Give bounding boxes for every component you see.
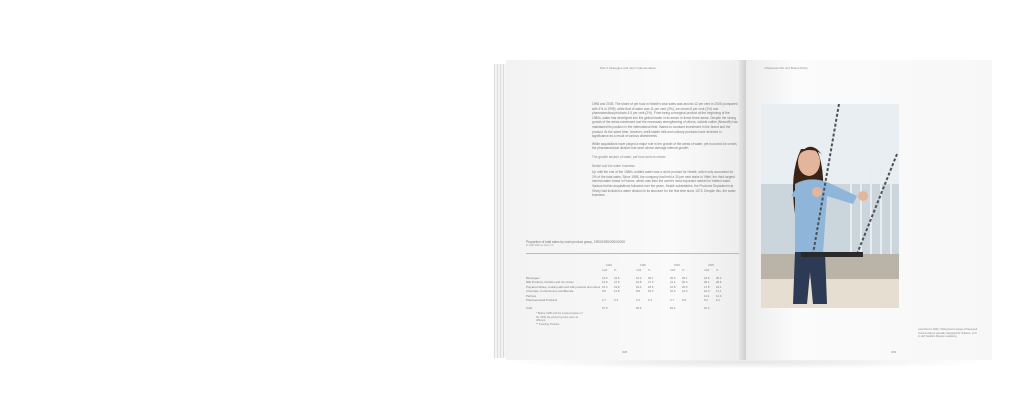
col-label: CHF [704, 269, 710, 272]
row-label: Prepared dishes, cooking aids and milk products and others [526, 284, 601, 289]
table-cell: 24.6 [614, 276, 620, 280]
table-cell: 28.8 [716, 280, 722, 285]
table-cell: 16.8 [670, 284, 676, 289]
col-label: % [716, 269, 719, 272]
open-book [494, 60, 992, 360]
subhead: The growth sectors of water, pet food and ice cream [592, 154, 666, 159]
photo-girl-on-swing [761, 104, 899, 308]
table-cell: 26.3 [716, 276, 722, 280]
swing-photo-illustration [761, 104, 899, 308]
table-header [526, 264, 742, 276]
row-label: Chocolate, Confectionery and Biscuits [526, 289, 574, 294]
left-body-text [592, 102, 738, 201]
sales-table [526, 240, 742, 311]
table-cell: 2.6 [636, 297, 640, 302]
table-row [526, 298, 742, 302]
table-rule [526, 253, 742, 254]
table-notes [536, 312, 586, 326]
table-cell: 12.3 [716, 293, 722, 298]
table-cell: 19.1 [716, 284, 722, 289]
table-cell: 6.2 [716, 297, 720, 302]
table-body [526, 276, 742, 311]
row-label: PetCare [526, 293, 537, 298]
table-cell: 16.4 [636, 276, 642, 280]
left-page [506, 60, 746, 360]
photo-caption: Launched in 2000, Vittel joined a range of flavoured mineral waters specially designed for children, to fit in with Nestlé's lifestyle marketing [918, 328, 978, 339]
table-cell: 3.3 [614, 297, 618, 302]
table-cell: 11.1 [716, 289, 722, 294]
table-cell: 57.5 [602, 306, 608, 311]
table-cell: 10.0 [670, 289, 676, 294]
left-page-number: 308 [622, 350, 628, 354]
table-cell: 10.9 [704, 289, 710, 294]
table-cell: 5.8 [682, 297, 686, 302]
row-label: Pharmaceutical Products [526, 297, 558, 302]
table-cell: 25.1 [682, 276, 688, 280]
table-cell: 14.8 [614, 289, 620, 294]
table-cell: 3.4 [648, 297, 652, 302]
table-cell: 81.4 [670, 306, 676, 311]
table-cell: 56.5 [636, 306, 642, 311]
paragraph: Up until the end of the 1980s, bottled water was a niche product for Nestlé, which only accounted for 2% of the total sales. Since 1985, the company had held a 30 per cent stake in Vittel, the third-largest mineral water brand in France, which was then the world's most important market for bottled water. Various further acquisitions followed over the years. Nestlé subsidiaries, the Products Department at Vevey had included a water division in its structure for the first time since 1973. Despite this, the water business [592, 170, 736, 198]
row-label: Total [526, 306, 532, 311]
table-cell: 5.0 [704, 297, 708, 302]
note: * Before 1995 and the implementation of the 2000 Re-product groups were as different [536, 312, 583, 323]
table-cell: 27.3 [648, 280, 654, 285]
table-cell: 21.4 [670, 280, 676, 285]
table-cell: 9.6 [602, 289, 606, 294]
year-header: 1995 [640, 264, 646, 267]
table-cell: 13.6 [602, 276, 608, 280]
paragraph: 1998 and 2005. The share of pet food in Nestlé's total sales was around 12 per cent in 2005 (compared with 4% in 1995), while that of water was 11 per cent (3%), ice cream 8 per cent (2%) and pharmaceutical products 4.5 per cent (2%). From being a marginal product at the beginning of the 1980s, water has developed into the global leader in its sector in these three areas. Despite the strong growth of the areas mentioned and the necessary strengthening of others, soluble coffee (Nescafé) has maintained its position in the international field, thanks to constant investment in the brand and the product. At the same time, however, shelf-stable milk and culinary products have declined in significance as a result of various divestments. [592, 102, 738, 139]
paragraph: While acquisitions have played a major role in the growth of the areas of water, pet food and ice cream, the pharmaceutical division has seen above-average internal growth. [592, 141, 738, 151]
col-label: % [682, 269, 685, 272]
table-cell: 2.7 [602, 297, 606, 302]
table-cell: 26.4 [704, 280, 710, 285]
table-cell: 19.8 [614, 284, 620, 289]
table-cell: 11.9 [704, 293, 710, 298]
right-page [746, 60, 992, 360]
table-cell: 26.7 [648, 276, 654, 280]
table-cell: 19.4 [636, 284, 642, 289]
table-row [526, 306, 742, 310]
table-cell: 15.8 [636, 280, 642, 285]
col-label: CHF [602, 269, 608, 272]
table-cell: 20.5 [682, 284, 688, 289]
table-cell: 4.7 [670, 297, 674, 302]
note: ** Including PetCare [536, 322, 560, 326]
table-cell: 26.0 [682, 280, 688, 285]
table-cell: 12.2 [682, 289, 688, 294]
table-cell: 15.3 [648, 289, 654, 294]
table-cell: 15.3 [602, 284, 608, 289]
table-cell: 14.8 [602, 280, 608, 285]
left-running-head: Part 3 Strategies and their implementation [600, 66, 657, 70]
col-label: % [614, 269, 617, 272]
year-header: 2000 [674, 264, 680, 267]
table-title: Proportion of total sales by main product group, 1993/1995/2000/2005 [526, 240, 625, 244]
table-cell: 20.6 [670, 276, 676, 280]
col-label: CHF [670, 269, 676, 272]
table-cell: 8.8 [636, 289, 640, 294]
row-label: Milk Products, Nutrition and Ice Cream [526, 280, 574, 285]
table-cell: 17.8 [704, 284, 710, 289]
table-cell: 91.0 [704, 306, 710, 311]
right-page-number: 309 [891, 350, 897, 354]
right-running-head: 4 Business Mix and Brand Policy [764, 66, 808, 70]
year-header: 2005 [708, 264, 714, 267]
table-unit: in CHF billions and in % [526, 244, 554, 247]
row-label: Beverages [526, 276, 540, 280]
col-label: CHF [636, 269, 642, 272]
year-header: 1993 [606, 264, 612, 267]
col-label: % [648, 269, 651, 272]
table-cell: 18.6 [648, 284, 654, 289]
subhead: Nestlé and the water business [592, 163, 635, 168]
table-cell: 24.9 [704, 276, 710, 280]
table-cell: 27.0 [614, 280, 620, 285]
